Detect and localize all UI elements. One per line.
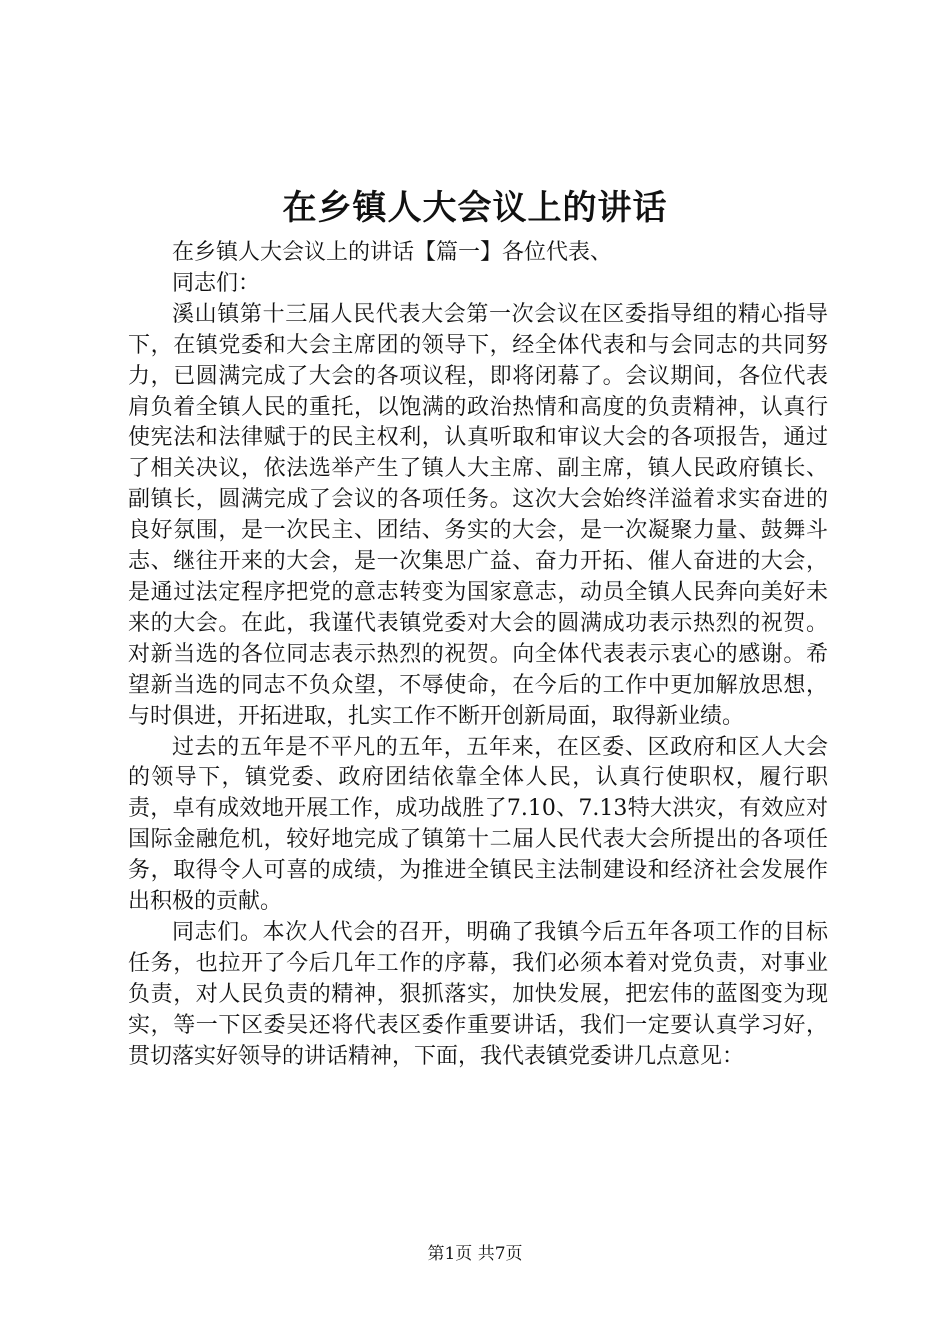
paragraph-meeting-summary: 溪山镇第十三届人民代表大会第一次会议在区委指导组的精心指导下，在镇党委和大会主席团的领导下，经全体代表和与会同志的共同努力，已圆满完成了大会的各项议程，即将闭幕了。会议期间，各位代表肩负着全镇人民的重托，以饱满的政治热情和高度的负责精神，认真行使宪法和法律赋于的民主权利，认真听取和审议大会的各项报告，通过了相关决议，依法选举产生了镇人大主席、副主席，镇人民政府镇长、副镇长，圆满完成了会议的各项任务。这次大会始终洋溢着求实奋进的良好氛围，是一次民主、团结、务实的大会，是一次凝聚力量、鼓舞斗志、继往开来的大会，是一次集思广益、奋力开拓、催人奋进的大会，是通过法定程序把党的意志转变为国家意志，动员全镇人民奔向美好未来的大会。在此，我谨代表镇党委对大会的圆满成功表示热烈的祝贺。对新当选的各位同志表示热烈的祝贺。向全体代表表示衷心的感谢。希望新当选的同志不负众望，不辱使命，在今后的工作中更加解放思想，与时俱进，开拓进取，扎实工作不断开创新局面，取得新业绩。 bbox=[128, 301, 828, 729]
document-title: 在乡镇人大会议上的讲话 bbox=[282, 188, 668, 228]
paragraph-past-five-years: 过去的五年是不平凡的五年，五年来，在区委、区政府和区人大会的领导下，镇党委、政府团结依靠全体人民，认真行使职权，履行职责，卓有成效地开展工作，成功战胜了7.10、7.13特大洪灾，有效应对国际金融危机，较好地完成了镇第十二届人民代表大会所提出的各项任务，取得令人可喜的成绩，为推进全镇民主法制建设和经济社会发展作出积极的贡献。 bbox=[128, 734, 828, 915]
page-footer: 第1页 共7页 bbox=[427, 1244, 523, 1264]
paragraph-salutation: 同志们： bbox=[172, 270, 261, 296]
paragraph-opening: 在乡镇人大会议上的讲话【篇一】各位代表、 bbox=[172, 240, 613, 265]
document-body bbox=[128, 238, 828, 1072]
paragraph-tasks-ahead: 同志们。本次人代会的召开，明确了我镇今后五年各项工作的目标任务，也拉开了今后几年工作的序幕，我们必须本着对党负责，对事业负责，对人民负责的精神，狠抓落实，加快发展，把宏伟的蓝图变为现实，等一下区委吴还将代表区委作重要讲话，我们一定要认真学习好，贯切落实好领导的讲话精神，下面，我代表镇党委讲几点意见： bbox=[128, 919, 828, 1069]
